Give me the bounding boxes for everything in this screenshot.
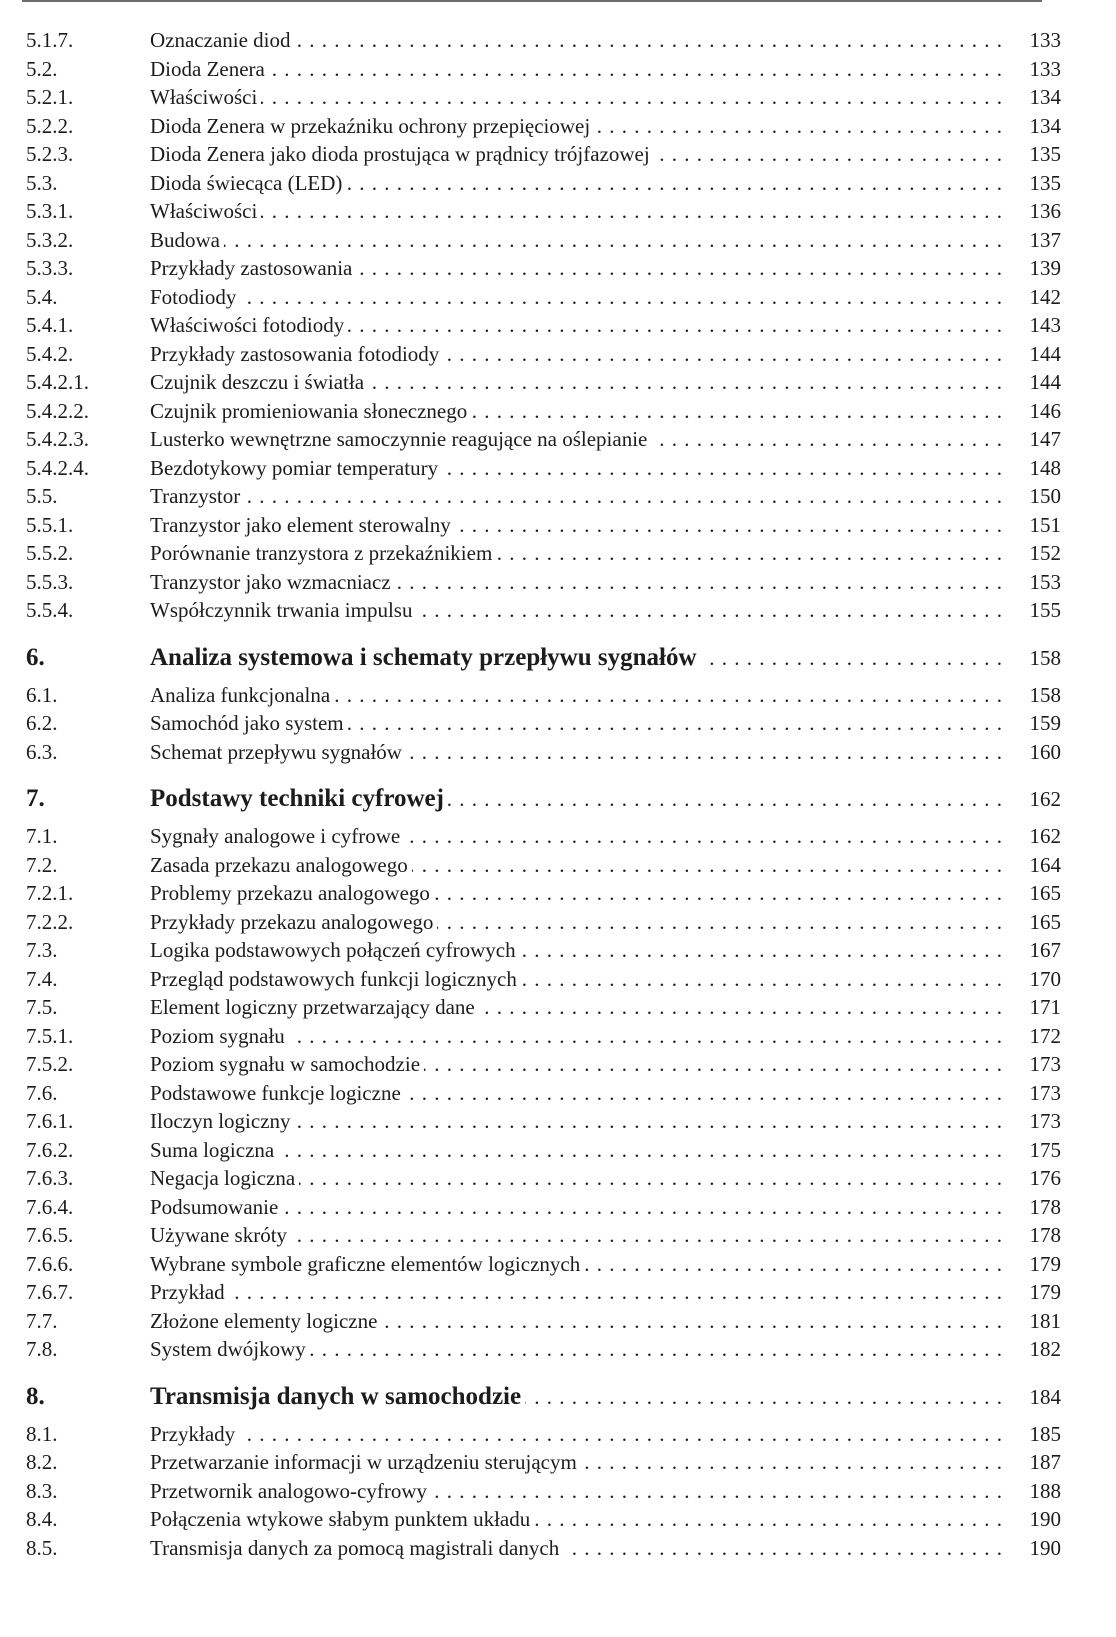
toc-entry-leader — [150, 1380, 1003, 1414]
toc-entry-number: 5.4.1. — [26, 313, 74, 337]
toc-entry — [26, 908, 1061, 937]
toc-entry-number: 6. — [26, 643, 45, 671]
toc-entry-number: 7.5.2. — [26, 1052, 74, 1076]
toc-entry-title: Czujnik promieniowania słonecznego — [150, 399, 471, 423]
toc-entry-number: 5.4. — [26, 284, 58, 309]
toc-entry — [26, 539, 1061, 568]
toc-entry-title: Podstawowe funkcje logiczne — [150, 1081, 405, 1105]
toc-entry-title: Przetwarzanie informacji w urządzeniu sterującym — [150, 1450, 581, 1474]
toc-entry-leader — [150, 454, 1003, 482]
toc-entry-number: 7.6.5. — [26, 1223, 74, 1247]
toc-entry-title: Tranzystor jako element sterowalny — [150, 513, 455, 537]
toc-entry-title: Zasada przekazu analogowego — [150, 853, 412, 877]
toc-entry-page-number: 134 — [1029, 85, 1061, 109]
toc-entry-number: 7.2. — [26, 852, 58, 877]
toc-entry — [26, 965, 1061, 994]
toc-entry-leader — [150, 226, 1003, 254]
toc-entry — [26, 1534, 1061, 1563]
toc-entry-title: Element logiczny przetwarzający dane — [150, 995, 479, 1019]
toc-entry — [26, 1448, 1061, 1477]
toc-entry-page-number: 160 — [1029, 739, 1061, 764]
toc-entry-leader — [150, 879, 1003, 907]
toc-entry-number: 5.4.2.2. — [26, 398, 89, 423]
toc-entry-number: 7.3. — [26, 938, 58, 962]
toc-entry — [26, 709, 1061, 738]
toc-chapter-heading — [26, 1380, 1061, 1414]
toc-entry-number: 7.5. — [26, 995, 58, 1019]
toc-entry — [26, 112, 1061, 141]
toc-entry — [26, 1505, 1061, 1534]
toc-entry-number: 5.5.1. — [26, 512, 74, 537]
toc-entry-title: Lusterko wewnętrzne samoczynnie reagujące na oślepianie — [150, 427, 651, 451]
toc-entry — [26, 1250, 1061, 1279]
toc-entry-leader — [150, 965, 1003, 993]
toc-entry-title: Używane skróty — [150, 1223, 291, 1247]
toc-entry-number: 7.1. — [26, 824, 58, 848]
toc-entry-title: Połączenia wtykowe słabym punktem układu — [150, 1507, 534, 1531]
toc-entry-page-number: 173 — [1029, 1109, 1061, 1133]
toc-entry-leader — [150, 197, 1003, 225]
toc-entry-title: Problemy przekazu analogowego — [150, 881, 434, 905]
toc-entry-number: 7.6.2. — [26, 1137, 74, 1162]
toc-entry — [26, 568, 1061, 597]
toc-entry-leader — [150, 738, 1003, 766]
toc-entry — [26, 1221, 1061, 1250]
toc-entry-leader — [150, 112, 1003, 140]
toc-entry-title: Sygnały analogowe i cyfrowe — [150, 824, 404, 848]
toc-entry-leader — [150, 1164, 1003, 1192]
toc-entry — [26, 1107, 1061, 1136]
toc-entry-title: Dioda Zenera jako dioda prostująca w prądnicy trójfazowej — [150, 142, 654, 166]
toc-entry-number: 5.2. — [26, 56, 58, 81]
toc-entry-leader — [150, 1477, 1003, 1505]
toc-entry-leader — [150, 397, 1003, 425]
toc-entry-leader — [150, 1050, 1003, 1078]
toc-entry-title: Przykład — [150, 1280, 229, 1304]
toc-entry-number: 7.6.3. — [26, 1166, 74, 1190]
toc-entry-number: 7.6.1. — [26, 1109, 74, 1133]
toc-entry — [26, 1079, 1061, 1108]
toc-entry-title: Suma logiczna — [150, 1138, 278, 1162]
toc-entry-leader — [150, 681, 1003, 709]
toc-entry-title: Przykłady — [150, 1422, 239, 1446]
toc-entry-number: 5.3.2. — [26, 227, 74, 252]
toc-entry-leader — [150, 1022, 1003, 1050]
toc-entry-page-number: 172 — [1029, 1023, 1061, 1048]
toc-entry-number: 5.3. — [26, 170, 58, 195]
toc-entry-page-number: 159 — [1029, 711, 1061, 735]
toc-entry-leader — [150, 1505, 1003, 1533]
toc-entry-leader — [150, 26, 1003, 54]
toc-entry-page-number: 133 — [1029, 56, 1061, 81]
toc-entry-number: 5.2.3. — [26, 142, 74, 166]
toc-entry-page-number: 187 — [1029, 1450, 1061, 1474]
toc-entry-number: 8.5. — [26, 1535, 58, 1560]
toc-entry-number: 5.1.7. — [26, 28, 74, 52]
toc-entry-leader — [150, 539, 1003, 567]
toc-entry-number: 8. — [26, 1382, 45, 1410]
toc-entry-title: Iloczyn logiczny — [150, 1109, 295, 1133]
toc-entry-title: Fotodiody — [150, 285, 240, 309]
toc-entry — [26, 368, 1061, 397]
toc-entry-leader — [150, 283, 1003, 311]
toc-chapter-heading — [26, 782, 1061, 816]
toc-entry-number: 6.3. — [26, 739, 58, 764]
toc-entry-leader — [150, 1420, 1003, 1448]
toc-entry-title: Transmisja danych za pomocą magistrali danych — [150, 1536, 563, 1560]
toc-entry-leader — [150, 993, 1003, 1021]
toc-entry — [26, 738, 1061, 767]
toc-entry-page-number: 188 — [1029, 1478, 1061, 1503]
toc-entry-title: System dwójkowy — [150, 1337, 310, 1361]
toc-entry-title: Logika podstawowych połączeń cyfrowych — [150, 938, 520, 962]
toc-entry — [26, 83, 1061, 112]
toc-entry-page-number: 162 — [1029, 824, 1061, 848]
toc-entry-page-number: 152 — [1029, 541, 1061, 565]
toc-entry-leader — [150, 1221, 1003, 1249]
toc-entry — [26, 311, 1061, 340]
toc-entry-page-number: 185 — [1029, 1421, 1061, 1446]
toc-entry-leader — [150, 908, 1003, 936]
toc-entry-leader — [150, 83, 1003, 111]
toc-entry-number: 7.7. — [26, 1308, 58, 1333]
toc-entry — [26, 425, 1061, 454]
toc-entry-page-number: 184 — [1029, 1384, 1061, 1409]
toc-entry — [26, 140, 1061, 169]
toc-entry — [26, 254, 1061, 283]
toc-entry-page-number: 137 — [1029, 227, 1061, 252]
toc-entry-page-number: 165 — [1029, 881, 1061, 905]
toc-entry-title: Schemat przepływu sygnałów — [150, 740, 406, 764]
toc-entry — [26, 993, 1061, 1022]
toc-entry-title: Złożone elementy logiczne — [150, 1309, 381, 1333]
toc-entry-number: 7.4. — [26, 966, 58, 991]
toc-entry-page-number: 171 — [1029, 995, 1061, 1019]
toc-entry — [26, 283, 1061, 312]
toc-entry-number: 6.1. — [26, 682, 58, 707]
toc-entry — [26, 1136, 1061, 1165]
toc-entry — [26, 822, 1061, 851]
toc-entry-title: Poziom sygnału — [150, 1024, 289, 1048]
toc-entry-page-number: 155 — [1029, 598, 1061, 622]
toc-entry-page-number: 178 — [1029, 1194, 1061, 1219]
toc-entry-leader — [150, 1307, 1003, 1335]
toc-entry-page-number: 135 — [1029, 170, 1061, 195]
toc-entry-leader — [150, 851, 1003, 879]
toc-entry-leader — [150, 311, 1003, 339]
toc-entry-number: 5.2.2. — [26, 113, 74, 138]
toc-entry-leader — [150, 641, 1003, 675]
toc-entry-leader — [150, 1278, 1003, 1306]
toc-entry-number: 6.2. — [26, 711, 58, 735]
toc-entry-title: Współczynnik trwania impulsu — [150, 598, 416, 622]
toc-chapter-heading — [26, 641, 1061, 675]
toc-entry-page-number: 136 — [1029, 199, 1061, 223]
toc-entry-title: Przegląd podstawowych funkcji logicznych — [150, 967, 521, 991]
toc-entry-number: 7.6. — [26, 1080, 58, 1105]
toc-entry-title: Analiza systemowa i schematy przepływu sygnałów — [150, 644, 701, 671]
toc-entry-title: Oznaczanie diod — [150, 28, 295, 52]
toc-entry — [26, 454, 1061, 483]
toc-entry-leader — [150, 425, 1003, 453]
toc-entry-number: 5.3.3. — [26, 256, 74, 280]
toc-entry-number: 5.4.2.1. — [26, 370, 89, 394]
toc-entry-page-number: 142 — [1029, 284, 1061, 309]
toc-entry-page-number: 158 — [1029, 645, 1061, 670]
toc-entry-number: 7.8. — [26, 1337, 58, 1361]
toc-entry — [26, 226, 1061, 255]
toc-entry-number: 7. — [26, 785, 45, 812]
toc-entry — [26, 1022, 1061, 1051]
toc-entry-title: Dioda Zenera — [150, 57, 269, 81]
toc-entry-leader — [150, 822, 1003, 850]
toc-entry-number: 8.1. — [26, 1421, 58, 1446]
toc-entry — [26, 1420, 1061, 1449]
toc-entry-title: Tranzystor — [150, 484, 244, 508]
toc-entry-number: 7.2.1. — [26, 881, 74, 905]
toc-entry-page-number: 190 — [1029, 1507, 1061, 1531]
toc-entry-leader — [150, 1250, 1003, 1278]
toc-entry-number: 5.5.2. — [26, 541, 74, 565]
toc-entry-page-number: 135 — [1029, 142, 1061, 166]
toc-entry-page-number: 190 — [1029, 1535, 1061, 1560]
toc-entry-title: Właściwości fotodiody — [150, 313, 348, 337]
toc-entry-title: Transmisja danych w samochodzie — [150, 1383, 525, 1410]
toc-entry-page-number: 144 — [1029, 370, 1061, 394]
toc-entry-title: Czujnik deszczu i światła — [150, 370, 368, 394]
toc-entry-page-number: 182 — [1029, 1337, 1061, 1361]
toc-entry-page-number: 178 — [1029, 1223, 1061, 1247]
toc-entry — [26, 1477, 1061, 1506]
toc-entry-leader — [150, 709, 1003, 737]
toc-entry-leader — [150, 596, 1003, 624]
toc-entry-page-number: 134 — [1029, 113, 1061, 138]
toc-entry-leader — [150, 1107, 1003, 1135]
toc-entry-number: 5.2.1. — [26, 85, 74, 109]
toc-entry-leader — [150, 782, 1003, 816]
toc-entry-leader — [150, 140, 1003, 168]
toc-entry — [26, 681, 1061, 710]
toc-entry-leader — [150, 1448, 1003, 1476]
toc-entry-leader — [150, 1335, 1003, 1363]
toc-entry-page-number: 147 — [1029, 427, 1061, 451]
toc-entry-number: 7.6.7. — [26, 1280, 74, 1304]
toc-entry — [26, 1307, 1061, 1336]
toc-entry — [26, 397, 1061, 426]
toc-entry-number: 8.3. — [26, 1478, 58, 1503]
toc-entry-title: Dioda świecąca (LED) — [150, 171, 346, 195]
toc-entry-title: Bezdotykowy pomiar temperatury — [150, 456, 442, 480]
toc-entry-number: 5.4.2.3. — [26, 427, 89, 451]
toc-entry-number: 7.6.4. — [26, 1194, 74, 1219]
toc-entry — [26, 169, 1061, 198]
toc-entry-title: Podsumowanie — [150, 1195, 282, 1219]
toc-entry-number: 8.4. — [26, 1507, 58, 1531]
toc-entry-title: Analiza funkcjonalna — [150, 683, 334, 707]
toc-entry-page-number: 158 — [1029, 682, 1061, 707]
toc-entry-leader — [150, 1534, 1003, 1562]
toc-entry-leader — [150, 1136, 1003, 1164]
toc-entry-title: Negacja logiczna — [150, 1166, 299, 1190]
toc-entry — [26, 482, 1061, 511]
toc-entry-page-number: 146 — [1029, 398, 1061, 423]
toc-entry-title: Właściwości — [150, 85, 261, 109]
toc-entry-title: Samochód jako system — [150, 711, 348, 735]
toc-entry-number: 5.5. — [26, 484, 58, 508]
toc-entry-title: Przykłady zastosowania — [150, 256, 356, 280]
toc-entry-title: Podstawy techniki cyfrowej — [150, 785, 448, 812]
toc-entry-number: 7.2.2. — [26, 909, 74, 934]
toc-entry-page-number: 164 — [1029, 852, 1061, 877]
toc-entry-page-number: 162 — [1029, 787, 1061, 811]
toc-entry-number: 5.4.2.4. — [26, 455, 89, 480]
toc-entry — [26, 511, 1061, 540]
toc-entry — [26, 26, 1061, 55]
toc-entry-title: Dioda Zenera w przekaźniku ochrony przepięciowej — [150, 114, 594, 138]
toc-entry-leader — [150, 368, 1003, 396]
toc-entry — [26, 851, 1061, 880]
toc-entry-page-number: 139 — [1029, 256, 1061, 280]
toc-entry-page-number: 173 — [1029, 1052, 1061, 1076]
toc-entry-page-number: 167 — [1029, 938, 1061, 962]
toc-entry-number: 7.5.1. — [26, 1023, 74, 1048]
toc-entry-leader — [150, 169, 1003, 197]
toc-entry-page-number: 170 — [1029, 966, 1061, 991]
toc-entry-leader — [150, 1193, 1003, 1221]
toc-entry — [26, 197, 1061, 226]
toc-entry-title: Porównanie tranzystora z przekaźnikiem — [150, 541, 496, 565]
toc-entry — [26, 1164, 1061, 1193]
toc-entry — [26, 1193, 1061, 1222]
toc-entry-page-number: 151 — [1029, 512, 1061, 537]
toc-entry-leader — [150, 340, 1003, 368]
toc-entry — [26, 936, 1061, 965]
toc-entry-leader — [150, 511, 1003, 539]
toc-entry-page-number: 144 — [1029, 341, 1061, 366]
toc-entry-page-number: 179 — [1029, 1251, 1061, 1276]
toc-entry-page-number: 179 — [1029, 1280, 1061, 1304]
toc-entry-title: Przykłady zastosowania fotodiody — [150, 342, 443, 366]
toc-entry — [26, 1335, 1061, 1364]
toc-entry-page-number: 181 — [1029, 1308, 1061, 1333]
toc-entry — [26, 879, 1061, 908]
toc-entry-page-number: 148 — [1029, 455, 1061, 480]
toc-entry-leader — [150, 254, 1003, 282]
toc-entry-page-number: 150 — [1029, 484, 1061, 508]
toc-entry-title: Wybrane symbole graficzne elementów logicznych — [150, 1252, 584, 1276]
toc-entry-page-number: 173 — [1029, 1080, 1061, 1105]
toc-entry-leader — [150, 936, 1003, 964]
toc-entry — [26, 1050, 1061, 1079]
toc-entry-page-number: 165 — [1029, 909, 1061, 934]
toc-entry-page-number: 175 — [1029, 1137, 1061, 1162]
toc-entry-page-number: 176 — [1029, 1166, 1061, 1190]
toc-entry-number: 8.2. — [26, 1450, 58, 1474]
top-divider — [22, 0, 1042, 2]
toc-entry — [26, 340, 1061, 369]
table-of-contents — [26, 26, 1061, 1562]
toc-entry — [26, 55, 1061, 84]
toc-entry-title: Poziom sygnału w samochodzie — [150, 1052, 424, 1076]
toc-entry-page-number: 133 — [1029, 28, 1061, 52]
toc-entry — [26, 1278, 1061, 1307]
toc-entry-title: Przetwornik analogowo-cyfrowy — [150, 1479, 431, 1503]
toc-entry-page-number: 153 — [1029, 569, 1061, 594]
toc-entry — [26, 596, 1061, 625]
toc-entry-number: 5.5.3. — [26, 569, 74, 594]
toc-entry-number: 5.3.1. — [26, 199, 74, 223]
toc-entry-number: 5.5.4. — [26, 598, 74, 622]
toc-entry-title: Właściwości — [150, 199, 261, 223]
toc-entry-title: Tranzystor jako wzmacniacz — [150, 570, 395, 594]
toc-entry-title: Budowa — [150, 228, 224, 252]
toc-entry-number: 7.6.6. — [26, 1251, 74, 1276]
toc-entry-leader — [150, 482, 1003, 510]
toc-entry-page-number: 143 — [1029, 313, 1061, 337]
toc-entry-leader — [150, 568, 1003, 596]
toc-entry-number: 5.4.2. — [26, 341, 74, 366]
toc-entry-leader — [150, 55, 1003, 83]
toc-entry-title: Przykłady przekazu analogowego — [150, 910, 437, 934]
toc-entry-leader — [150, 1079, 1003, 1107]
